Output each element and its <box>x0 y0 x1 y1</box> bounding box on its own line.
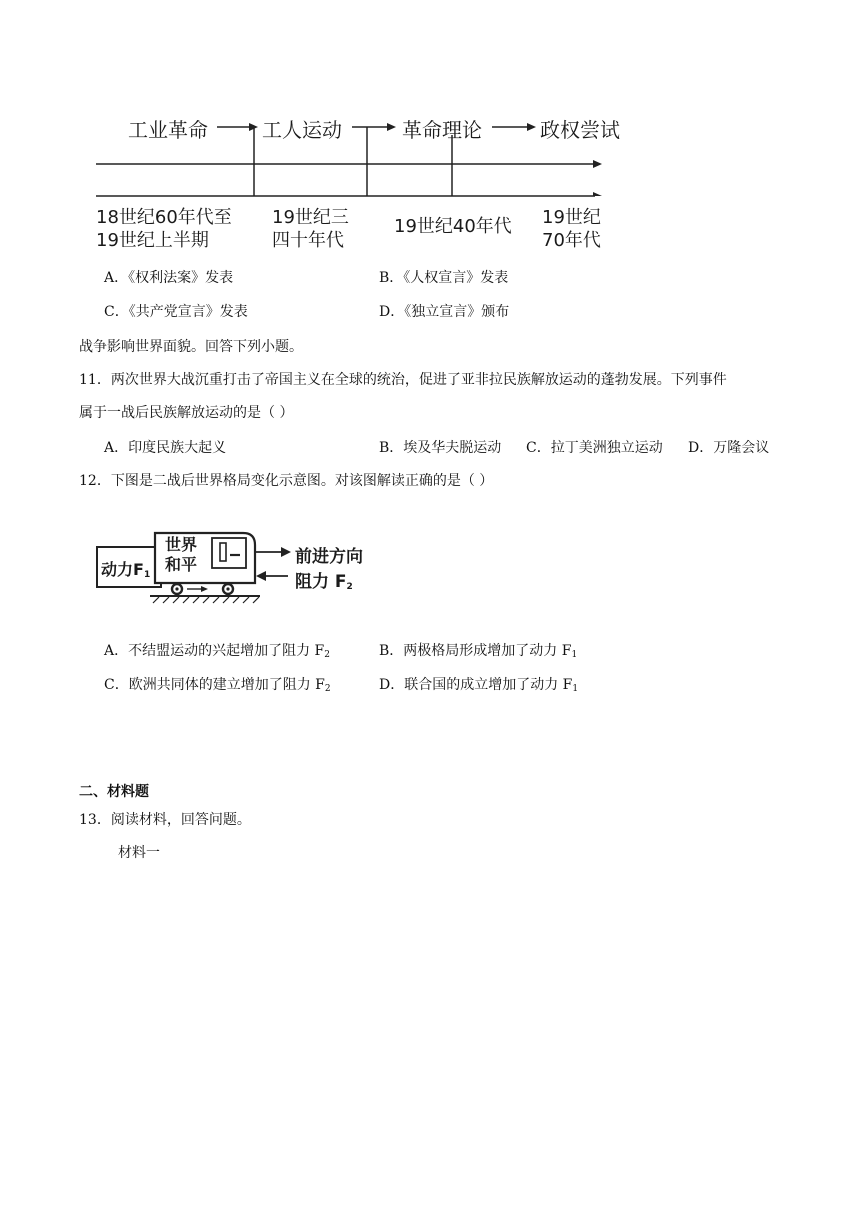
force-left-label: 动力$F_1$ <box>101 560 151 580</box>
q10-option-b: B．《人权宣言》发表 <box>379 270 509 286</box>
resistance-label-text: 阻力 <box>295 572 329 592</box>
q12-option-b-text: B．两极格局形成增加了动力 F <box>379 643 572 659</box>
q12-option-c-sub: 2 <box>324 684 331 694</box>
force-diagram <box>95 525 385 610</box>
timeline-date-4-line1: 19世纪 <box>542 207 601 228</box>
q12-option-a-text: A．不结盟运动的兴起增加了阻力 F <box>104 643 325 659</box>
q13-stem: 13．阅读材料，回答问题。 <box>79 812 251 828</box>
q10-option-c: C．《共产党宣言》发表 <box>104 304 248 320</box>
q12-option-a-sub: 2 <box>324 650 331 660</box>
section2-heading: 二、材料题 <box>79 784 149 800</box>
cart-label <box>165 535 197 575</box>
q11-stem-line1: 11．两次世界大战沉重打击了帝国主义在全球的统治，促进了亚非拉民族解放运动的蓬勃发展。下列事件 <box>79 372 727 388</box>
timeline-date-2-line2: 四十年代 <box>272 230 344 251</box>
timeline-figure <box>90 105 620 260</box>
section-intro: 战争影响世界面貌。回答下列小题。 <box>79 339 303 355</box>
timeline-date-4 <box>542 206 601 252</box>
resistance-label-sub: 2 <box>346 582 353 592</box>
q12-option-d-sub: 1 <box>572 684 579 694</box>
material-one-label: 材料一 <box>118 845 160 861</box>
timeline-stage-2: 工人运动 <box>262 118 342 142</box>
force-left-label-text: 动力 <box>101 560 134 579</box>
q12-option-c <box>104 675 331 699</box>
q12-option-d <box>379 675 578 699</box>
timeline-date-1-line2: 19世纪上半期 <box>96 230 209 251</box>
forward-direction-label: 前进方向 <box>295 547 363 567</box>
force-left-label-sub: 1 <box>143 570 151 580</box>
q10-option-a: A．《权利法案》发表 <box>104 270 234 286</box>
timeline-date-3-line1: 19世纪40年代 <box>394 216 512 237</box>
q12-stem: 12．下图是二战后世界格局变化示意图。对该图解读正确的是（ ） <box>79 473 494 489</box>
timeline-date-2 <box>272 206 349 252</box>
q12-option-a <box>104 641 330 665</box>
q12-option-c-text: C．欧洲共同体的建立增加了阻力 F <box>104 677 325 693</box>
timeline-date-4-line2: 70年代 <box>542 230 601 251</box>
resistance-label: 阻力 $F_2$ <box>295 572 353 592</box>
q12-option-b <box>379 641 577 665</box>
q11-option-b: B．埃及华夫脱运动 <box>379 440 502 456</box>
q12-option-d-text: D．联合国的成立增加了动力 F <box>379 677 573 693</box>
cart-label-line1: 世界 <box>165 535 198 554</box>
cart-label-line2: 和平 <box>165 555 198 574</box>
timeline-stage-4: 政权尝试 <box>540 118 620 142</box>
q11-stem-line2: 属于一战后民族解放运动的是（ ） <box>79 405 294 421</box>
q11-option-c: C．拉丁美洲独立运动 <box>526 440 663 456</box>
timeline-date-1-line1: 18世纪60年代至 <box>96 207 232 228</box>
q10-option-d: D．《独立宣言》颁布 <box>379 304 510 320</box>
q11-option-a: A．印度民族大起义 <box>104 440 227 456</box>
timeline-stage-3: 革命理论 <box>402 118 482 142</box>
timeline-date-3 <box>394 215 512 238</box>
timeline-date-1 <box>96 206 232 252</box>
q11-option-d: D．万隆会议 <box>688 440 770 456</box>
timeline-stage-1: 工业革命 <box>128 118 208 142</box>
timeline-date-2-line1: 19世纪三 <box>272 207 349 228</box>
q12-option-b-sub: 1 <box>571 650 578 660</box>
